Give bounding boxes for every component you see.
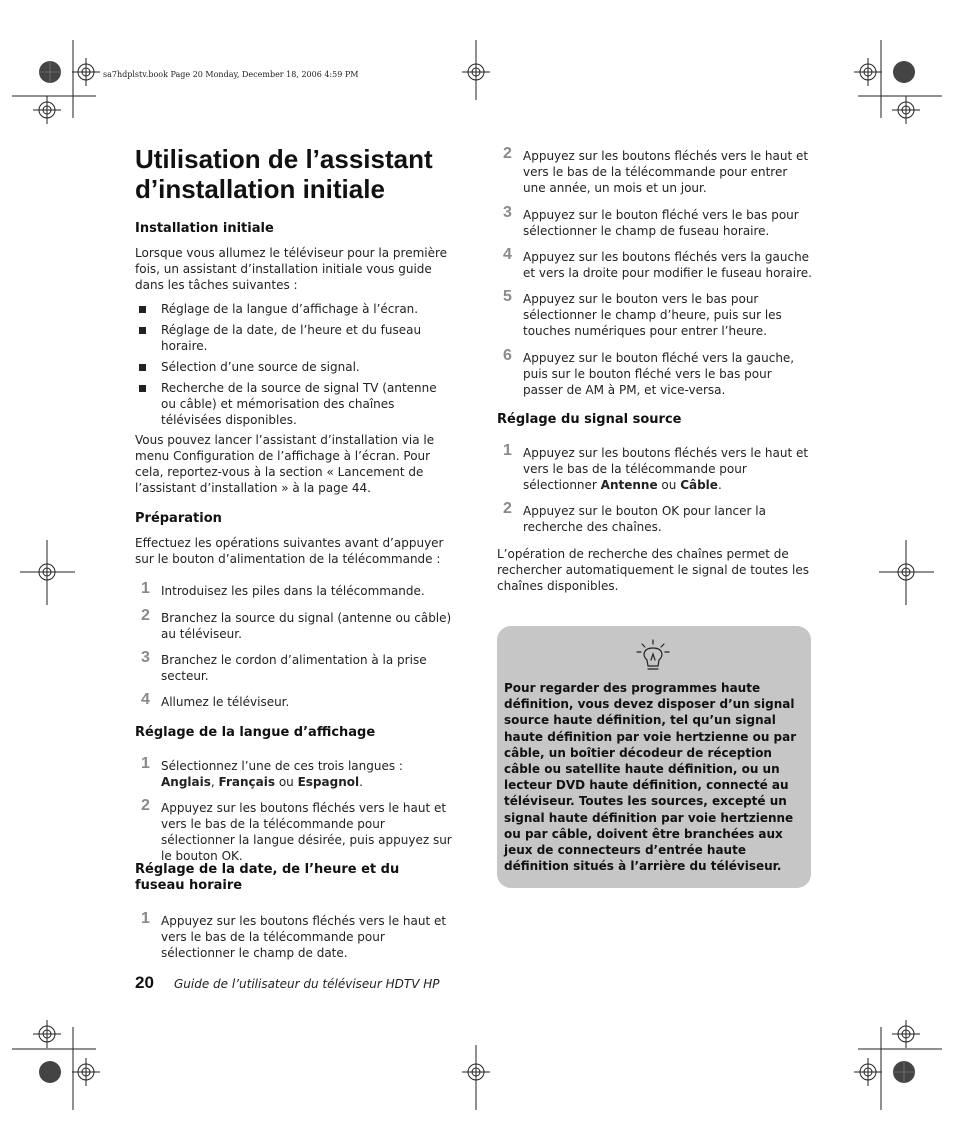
bullet-square-icon	[139, 327, 146, 334]
preparation-intro: Effectuez les opérations suivantes avant d’appuyer sur le bouton d’alimentation de la télécommande :	[135, 536, 444, 566]
section-heading-language: Réglage de la langue d’affichage	[135, 725, 376, 740]
bullet-square-icon	[139, 306, 146, 313]
print-header-meta: sa7hdplstv.book Page 20 Monday, December 18, 2006 4:59 PM	[103, 70, 359, 79]
step-number: 3	[503, 204, 512, 221]
section-heading-preparation: Préparation	[135, 511, 222, 526]
step-number: 2	[141, 607, 150, 624]
step-number: 4	[141, 691, 150, 708]
page-title: Utilisation de l’assistant d’installation initiale	[135, 144, 433, 204]
step-number: 2	[141, 797, 150, 814]
installation-intro: Lorsque vous allumez le téléviseur pour la première fois, un assistant d’installation initiale vous guide dans les tâches suivantes :	[135, 246, 448, 292]
page-number: 20	[135, 973, 154, 992]
signal-closing-text: L’opération de recherche des chaînes permet de rechercher automatiquement le signal de toutes les chaînes disponibles.	[497, 547, 809, 593]
step-number: 1	[141, 755, 150, 772]
option-anglais: Anglais	[161, 775, 211, 789]
section-heading-datetime: Réglage de la date, de l’heure et du fuseau horaire	[135, 862, 400, 893]
step-number: 6	[503, 347, 512, 364]
step-number: 2	[503, 500, 512, 517]
step-number: 4	[503, 246, 512, 263]
installation-note: Vous pouvez lancer l’assistant d’installation via le menu Configuration de l’affichage à l’écran. Pour cela, reportez-vous à la section « Lancement de l’assistant d’installation » à la page 44.	[135, 433, 435, 495]
step-number: 5	[503, 288, 512, 305]
option-espagnol: Espagnol	[297, 775, 360, 789]
option-antenne: Antenne	[600, 478, 658, 492]
section-heading-signal: Réglage du signal source	[497, 412, 682, 427]
tip-text: Pour regarder des programmes haute définition, vous devez disposer d’un signal source haute définition, tel qu’un signal haute définition par voie hertzienne ou par câble, un boîtier décodeur de réception câble ou satellite haute définition, ou un lecteur DVD haute définition, connecté au téléviseur. Toutes les sources, excepté un signal haute définition par voie hertzienne ou par câble, doivent être branchées aux jeux de connecteurs d’entrée haute définition situés à l’arrière du téléviseur.	[504, 681, 797, 874]
step-number: 1	[141, 910, 150, 927]
option-francais: Français	[218, 775, 275, 789]
step-number: 1	[503, 442, 512, 459]
lightbulb-icon	[636, 638, 670, 674]
bullet-square-icon	[139, 364, 146, 371]
step-number: 3	[141, 649, 150, 666]
option-cable: Câble	[680, 478, 718, 492]
step-number: 2	[503, 145, 512, 162]
section-heading-installation: Installation initiale	[135, 221, 274, 236]
bullet-square-icon	[139, 385, 146, 392]
step-number: 1	[141, 580, 150, 597]
footer-title: Guide de l’utilisateur du téléviseur HDTV HP	[174, 977, 440, 991]
